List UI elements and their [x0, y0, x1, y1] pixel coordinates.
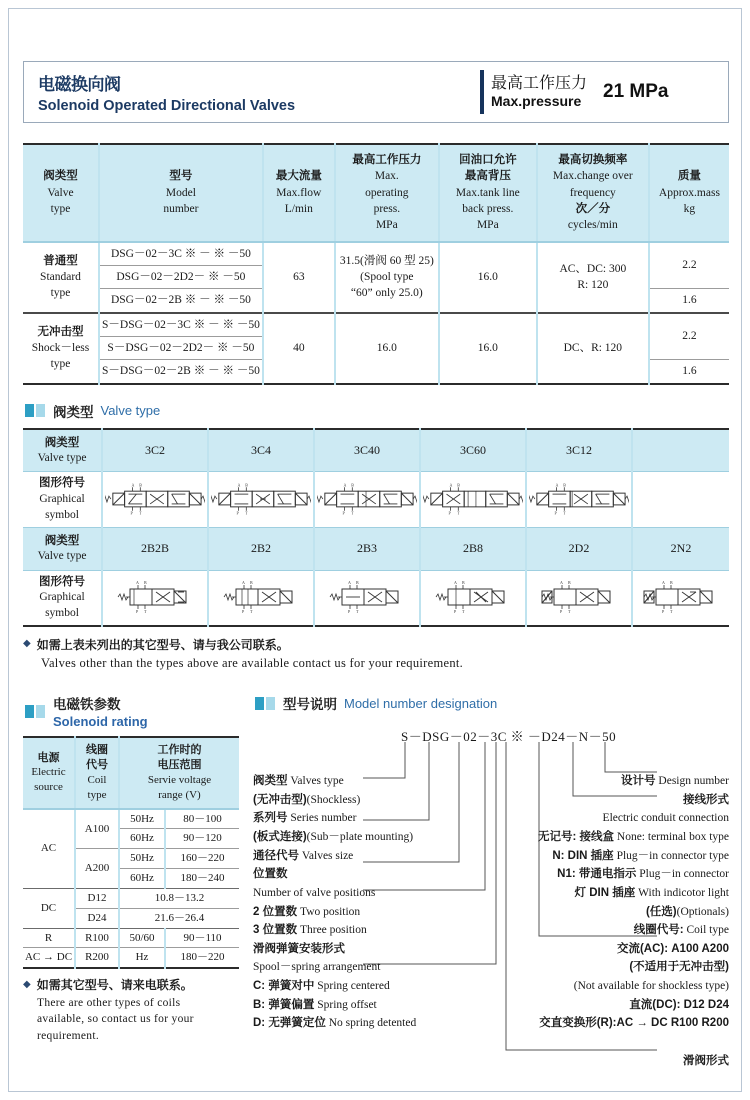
md-left-item-12: B: 弹簧偏置 Spring offset: [253, 998, 377, 1011]
cell-mass-standard-bottom: 1.6: [649, 289, 729, 313]
md-right-item-10: (不适用于无冲击型): [629, 961, 729, 974]
cell-coil-a100: A100: [75, 809, 119, 849]
cell-range-3: 160－220: [165, 849, 239, 869]
cell-model-5: S－DSG－02－2D2－ ※ －50: [99, 336, 263, 359]
section-title-cn: 阀类型: [53, 404, 94, 420]
model-code-string: S－DSG－02－3C ※ －D24－N－50: [401, 729, 617, 745]
page-header: [23, 61, 729, 123]
cell-freq-1: 50Hz: [119, 809, 165, 829]
md-left-item-10: Spool－spring arrangement: [253, 961, 381, 974]
md-right-item-8: 线圈代号: Coil type: [633, 924, 729, 937]
cell-range-1: 80－100: [165, 809, 239, 829]
specification-table: [23, 143, 729, 385]
bottom-area: [23, 683, 729, 1072]
cell-source-r: R: [23, 928, 75, 948]
th-electric-source: 电源 Electric source: [23, 737, 75, 808]
sym-2b2b: [102, 570, 208, 626]
solenoid-note-en-3: requirement.: [37, 1030, 100, 1043]
cell-mass-shockless-top: 2.2: [649, 313, 729, 360]
th-coil-type: 线圈 代号 Coil type: [75, 737, 119, 808]
md-right-item-7: (任选)(Optionals): [645, 905, 729, 918]
md-right-item-5: N1: 带通电指示 Plug－in connector: [557, 868, 729, 881]
valve-type-2b3: 2B3: [314, 528, 420, 571]
valve-type-3c40: 3C40: [314, 429, 420, 472]
md-right-item-12: 直流(DC): D12 D24: [629, 998, 729, 1011]
th-max-operating-press: 最高工作压力 Max. operating press. MPa: [335, 144, 439, 242]
md-right-item-6: 灯 DIN 插座 With indicotor light: [574, 886, 729, 899]
sym-3c4: [208, 472, 314, 528]
valve-type-2d2: 2D2: [526, 528, 632, 571]
page-title-cn: 电磁换向阀: [38, 75, 121, 95]
model-right-labels: [429, 772, 729, 1033]
valve-note: [23, 636, 729, 673]
sym-3c2: [102, 472, 208, 528]
valve-type-2b2: 2B2: [208, 528, 314, 571]
model-designation-block: [239, 683, 729, 1072]
cell-model-3: DSG－02－2B ※ － ※ －50: [99, 289, 263, 313]
cell-freq-r100: 50/60: [119, 928, 165, 948]
section-title-en: Valve type: [100, 403, 161, 419]
sym-2b2: [208, 570, 314, 626]
table-header-row: [23, 144, 729, 242]
page-title-en: Solenoid Operated Directional Valves: [38, 97, 296, 114]
header-pressure-block: [470, 62, 728, 122]
cell-coil-a200: A200: [75, 849, 119, 889]
valve-type-3c2: 3C2: [102, 429, 208, 472]
cell-source-ac: AC: [23, 809, 75, 889]
th-valve-type: 阀类型 Valve type: [23, 144, 99, 242]
valve-type-row-1-header: [23, 429, 729, 472]
md-right-item-3: 无记号: 接线盒 None: terminal box type: [537, 831, 729, 844]
cell-freq-3: 50Hz: [119, 849, 165, 869]
cell-coil-d24: D24: [75, 908, 119, 928]
valve-type-3c60: 3C60: [420, 429, 526, 472]
valve-type-row-2-header: [23, 528, 729, 571]
cell-back-press-standard: 16.0: [439, 242, 537, 313]
valve-type-table: [23, 428, 729, 628]
valve-type-empty-1: [632, 429, 729, 472]
pressure-value: 21 MPa: [603, 81, 669, 102]
th-approx-mass: 质量 Approx.mass kg: [649, 144, 729, 242]
sym-2b3: [314, 570, 420, 626]
md-right-item-1: 接线形式: [683, 793, 729, 806]
cell-freq-4: 60Hz: [119, 869, 165, 889]
section-heading-solenoid: [25, 693, 239, 729]
md-left-item-2: 系列号 Series number: [253, 812, 357, 825]
section-heading-valve-type: [25, 401, 729, 421]
section-marker-icon: [25, 705, 45, 718]
cell-freq-r200: Hz: [119, 948, 165, 968]
valve-type-2b8: 2B8: [420, 528, 526, 571]
table-row: [23, 809, 239, 829]
md-right-item-13: 交直变换形(R):AC → DC R100 R200: [539, 1017, 729, 1030]
cell-model-1: DSG－02－3C ※ － ※ －50: [99, 242, 263, 266]
md-left-item-4: 通径代号 Valves size: [253, 849, 354, 862]
sym-2b8: [420, 570, 526, 626]
md-right-item-9: 交流(AC): A100 A200: [616, 942, 729, 955]
th-model-number: 型号 Model number: [99, 144, 263, 242]
md-left-item-9: 滑阀弹簧安装形式: [253, 942, 345, 955]
valve-note-en: Valves other than the types above are available contact us for your requirement.: [41, 656, 464, 671]
solenoid-note-en-2: available, so contact us for your: [37, 1013, 194, 1026]
cell-range-r200: 180－220: [165, 948, 239, 968]
cell-mass-shockless-bottom: 1.6: [649, 360, 729, 384]
pressure-label-en: Max.pressure: [491, 92, 582, 109]
cell-valve-type-shockless: 无冲击型 Shock－less type: [23, 313, 99, 384]
cell-range-d12: 10.8－13.2: [119, 888, 239, 908]
cell-range-2: 90－120: [165, 829, 239, 849]
md-right-item-4: N: DIN 插座 Plug－in connector type: [552, 849, 729, 862]
md-left-item-1: (无冲击型)(Shockless): [253, 793, 361, 806]
cell-coil-r100: R100: [75, 928, 119, 948]
cell-frequency-standard: AC、DC: 300 R: 120: [537, 242, 649, 313]
solenoid-rating-table: [23, 736, 239, 969]
section-heading-model: [255, 693, 729, 713]
cell-model-4: S－DSG－02－3C ※ － ※ －50: [99, 313, 263, 337]
cell-model-2: DSG－02－2D2－ ※ －50: [99, 265, 263, 288]
valve-type-3c12: 3C12: [526, 429, 632, 472]
cell-range-4: 180－240: [165, 869, 239, 889]
cell-freq-2: 60Hz: [119, 829, 165, 849]
sym-2d2: [526, 570, 632, 626]
valve-type-2n2: 2N2: [632, 528, 729, 571]
md-left-item-8: 3 位置数 Three position: [253, 924, 367, 937]
solenoid-block: [23, 683, 239, 1072]
sym-empty-1: [632, 472, 729, 528]
table-row: [23, 948, 239, 968]
th-change-over-frequency: 最高切换频率 Max.change over frequency 次／分 cycles/min: [537, 144, 649, 242]
sym-3c60: [420, 472, 526, 528]
md-right-item-0: 设计号 Design number: [621, 775, 729, 788]
label-valve-type-1: 阀类型 Valve type: [23, 429, 102, 472]
cell-source-ac-dc: AC → DC: [23, 948, 75, 968]
table-row: [23, 313, 729, 337]
pressure-label-cn: 最高工作压力: [491, 74, 588, 92]
md-left-item-11: C: 弹簧对中 Spring centered: [253, 980, 390, 993]
th-tank-back-press: 回油口允许 最高背压 Max.tank line back press. MPa: [439, 144, 537, 242]
section-marker-icon: [255, 697, 275, 710]
diamond-bullet-icon: ◆: [23, 979, 31, 991]
sym-3c12: [526, 472, 632, 528]
valve-type-3c4: 3C4: [208, 429, 314, 472]
cell-coil-r200: R200: [75, 948, 119, 968]
valve-type-row-2-symbols: [23, 570, 729, 626]
md-left-item-13: D: 无弹簧定位 No spring detented: [253, 1017, 417, 1030]
cell-coil-d12: D12: [75, 888, 119, 908]
header-title-block: [24, 62, 470, 122]
table-row: [23, 928, 239, 948]
cell-max-press-standard: 31.5(滑阀 60 型 25) (Spool type “60” only 25.0): [335, 242, 439, 313]
model-designation-diagram: [253, 720, 729, 1072]
md-left-item-0: 阀类型 Valves type: [253, 775, 344, 788]
table-row: [23, 242, 729, 266]
label-graphical-symbol-1: 图形符号 Graphical symbol: [23, 472, 102, 528]
md-left-item-7: 2 位置数 Two position: [253, 905, 361, 918]
section-marker-icon: [25, 404, 45, 417]
solenoid-title-cn: 电磁铁参数: [53, 697, 121, 713]
cell-back-press-shockless: 16.0: [439, 313, 537, 384]
valve-type-row-1-symbols: [23, 472, 729, 528]
solenoid-title-en: Solenoid rating: [53, 714, 148, 730]
cell-max-press-shockless: 16.0: [335, 313, 439, 384]
cell-mass-standard-top: 2.2: [649, 242, 729, 289]
md-left-item-5: 位置数: [253, 868, 288, 881]
md-right-item-11: (Not available for shockless type): [573, 980, 729, 993]
table-row: [23, 888, 239, 908]
label-valve-type-2: 阀类型 Valve type: [23, 528, 102, 571]
th-service-voltage: 工作时的 电压范围 Servie voltage range (V): [119, 737, 239, 808]
cell-range-d24: 21.6－26.4: [119, 908, 239, 928]
model-title-en: Model number designation: [344, 695, 498, 711]
cell-model-6: S－DSG－02－2B ※ － ※ －50: [99, 360, 263, 384]
cell-valve-type-standard: 普通型 Standard type: [23, 242, 99, 313]
cell-max-flow-standard: 63: [263, 242, 335, 313]
cell-source-dc: DC: [23, 888, 75, 928]
solenoid-note-cn: 如需其它型号、请来电联系。: [36, 978, 193, 993]
cell-max-flow-shockless: 40: [263, 313, 335, 384]
solenoid-note: [23, 977, 239, 1044]
sym-2n2: [632, 570, 729, 626]
cell-frequency-shockless: DC、R: 120: [537, 313, 649, 384]
th-max-flow: 最大流量 Max.flow L/min: [263, 144, 335, 242]
sym-3c40: [314, 472, 420, 528]
valve-type-2b2b: 2B2B: [102, 528, 208, 571]
datasheet-page: [8, 8, 742, 1092]
table-header-row: [23, 737, 239, 808]
md-last-line: 滑阀形式: [683, 1055, 729, 1068]
label-graphical-symbol-2: 图形符号 Graphical symbol: [23, 570, 102, 626]
md-left-item-6: Number of valve positions: [253, 886, 376, 899]
cell-range-r100: 90－110: [165, 928, 239, 948]
solenoid-note-en-1: There are other types of coils: [37, 996, 181, 1009]
md-left-item-3: (板式连接)(Sub－plate mounting): [253, 831, 414, 844]
md-right-item-2: Electric conduit connection: [602, 812, 729, 825]
vertical-rule-icon: [480, 70, 484, 114]
valve-note-cn: 如需上表未列出的其它型号、请与我公司联系。: [36, 638, 289, 653]
model-title-cn: 型号说明: [283, 697, 337, 713]
diamond-bullet-icon: ◆: [23, 638, 31, 650]
